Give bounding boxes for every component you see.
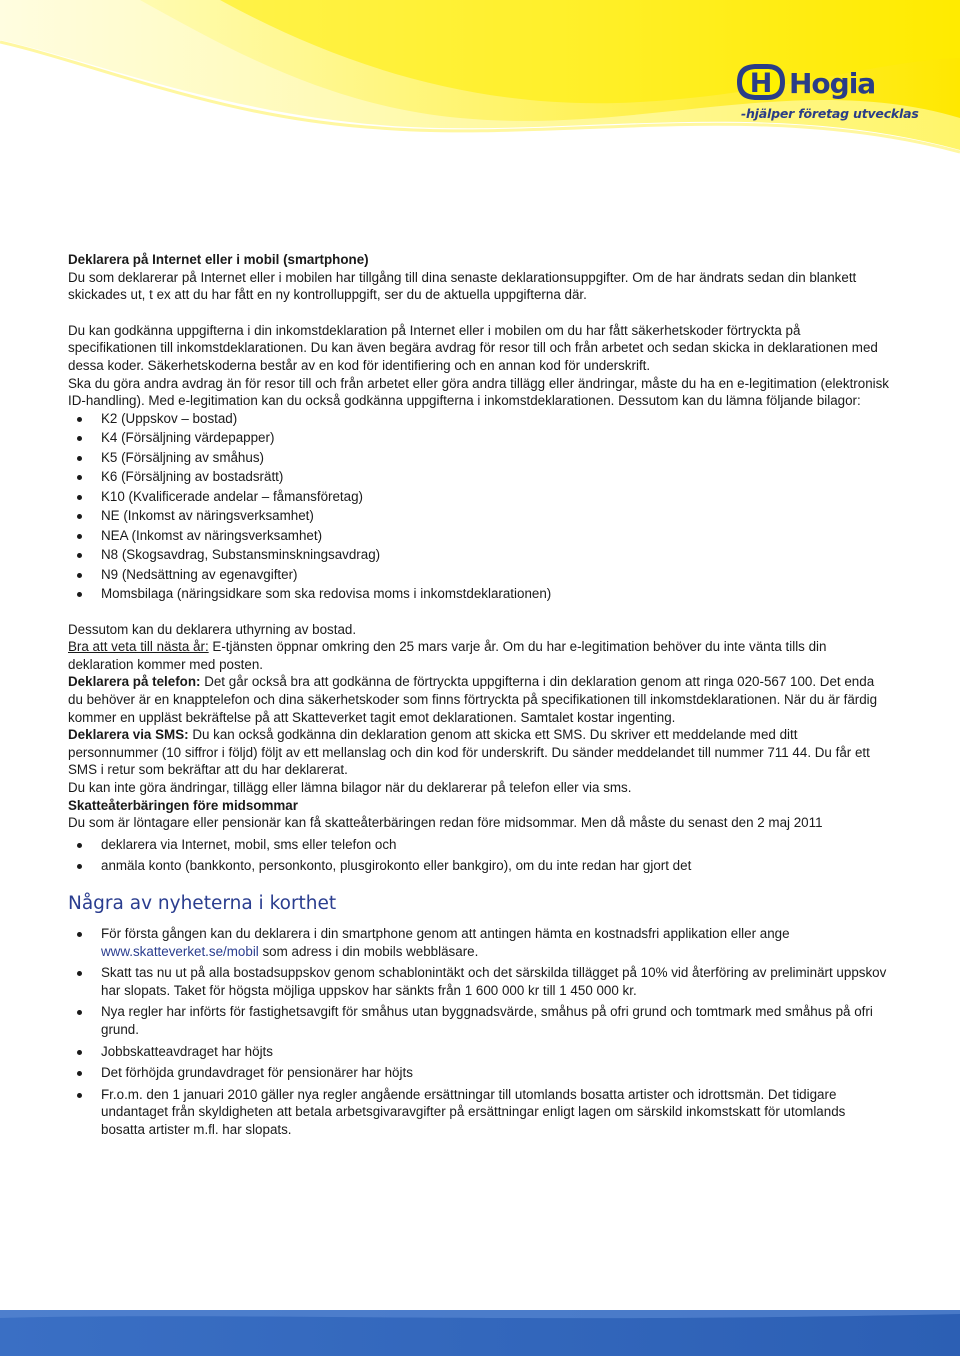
list-item-text: För första gången kan du deklarera i din smartphone genom att antingen hämta en kostnadsfri applikation eller ange [101, 926, 790, 942]
footer-band [0, 1310, 960, 1356]
section-heading: Skatteåterbäringen före midsommar [68, 797, 298, 813]
phone-text: Det går också bra att godkänna de förtryckta uppgifterna i din deklaration genom att ringa 020-567 100. Det enda du behöver är en knapptelefon och dina säkerhetskoder som finns förtryckta på specifikationen till inkomstdeklarationen. När du är färdig kommer en uppläst bekräftelse på att Skatteverket tagit emot deklarationen. Samtalet kostar ingenting. [68, 674, 878, 725]
section-heading: Deklarera på Internet eller i mobil (smartphone) [68, 252, 369, 267]
list-item: Nya regler har införts för fastighetsavgift för småhus utan byggnadsvärde, småhus på ofri grund och tomtmark med småhus på ofri grund. [68, 1003, 890, 1038]
paragraph: Du som är löntagare eller pensionär kan få skatteåterbäringen redan före midsommar. Men då måste du senast den 2 maj 2011 [68, 815, 823, 831]
logo-tagline: -hjälper företag utvecklas [741, 106, 919, 121]
section-refund [68, 797, 890, 875]
list-item: K5 (Försäljning av småhus) [68, 449, 890, 467]
list-item: Momsbilaga (näringsidkare som ska redovisa moms i inkomstdeklarationen) [68, 585, 890, 603]
sms-text: Du kan också godkänna din deklaration genom att skicka ett SMS. Du skriver ett meddelande med ditt personnummer (10 siffror i följd) följt av ett mellanslag och din kod för underskrift. Du sänder meddelandet till nummer 711 44. Du får ett SMS i retur som bekräftar att du har deklarerat. [68, 727, 870, 778]
logo-mark: H [749, 68, 773, 99]
list-item: Jobbskatteavdraget har höjts [68, 1043, 890, 1061]
paragraph-rental: Dessutom kan du deklarera uthyrning av bostad. [68, 621, 357, 637]
paragraph: Du som deklarerar på Internet eller i mobilen har tillgång till dina senaste deklarationsuppgifter. Om de har ändrats sedan din blankett skickades ut, t ex att du har fått en ny kontrolluppgift, ser du de aktuella uppgifterna där. [68, 269, 857, 303]
list-item: K2 (Uppskov – bostad) [68, 410, 890, 428]
list-item: N9 (Nedsättning av egenavgifter) [68, 566, 890, 584]
list-item-text: som adress i din mobils webbläsare. [258, 943, 479, 959]
list-item: NE (Inkomst av näringsverksamhet) [68, 507, 890, 525]
sms-label: Deklarera via SMS: [68, 727, 189, 743]
paragraph-e-legitimation: Ska du göra andra avdrag än för resor till och från arbetet eller göra andra tillägg eller ändringar, måste du ha en e-legitimation (elektronisk ID-handling). Med e-legitimation kan du också godkänna uppgifterna i inkomstdeklarationen. Dessutom kan du lämna följande bilagor: [68, 375, 890, 409]
paragraph-good-to-know [68, 638, 890, 673]
list-item: deklarera via Internet, mobil, sms eller telefon och [68, 836, 890, 854]
skatteverket-link[interactable]: www.skatteverket.se/mobil [101, 943, 259, 959]
paragraph-phone [68, 673, 890, 726]
refund-list [68, 836, 890, 875]
paragraph-security-codes: Du kan godkänna uppgifterna i din inkomstdeklaration på Internet eller i mobilen om du har fått säkerhetskoder förtryckta på specifikationen till inkomstdeklarationen. Du kan även begära avdrag för resor till och från arbetet och sedan skicka in deklarationen med dessa koder. Säkerhetskoderna består av en kod för identifiering och en annan kod för underskrift. [68, 322, 878, 373]
paragraph-sms [68, 726, 890, 779]
list-item: anmäla konto (bankkonto, personkonto, plusgirokonto eller bankgiro), om du inte redan har gjort det [68, 857, 890, 875]
list-item [68, 925, 890, 960]
list-item: N8 (Skogsavdrag, Substansminskningsavdrag) [68, 546, 890, 564]
list-item: NEA (Inkomst av näringsverksamhet) [68, 527, 890, 545]
list-item: K4 (Försäljning värdepapper) [68, 429, 890, 447]
list-item: Skatt tas nu ut på alla bostadsuppskov genom schablonintäkt och det särskilda tillägget på 10% vid återföring av preliminärt uppskov har slopats. Taket för högsta möjliga uppskov har sänkts från 1 600 000 kr till 1 450 000 kr. [68, 964, 890, 999]
logo-wordmark: Hogia [789, 67, 876, 100]
document-body [68, 251, 890, 1157]
list-item: Det förhöjda grundavdraget för pensionärer har höjts [68, 1064, 890, 1082]
news-list [68, 925, 890, 1139]
list-item: K10 (Kvalificerade andelar – fåmansföretag) [68, 488, 890, 506]
good-to-know-text: E-tjänsten öppnar omkring den 25 mars varje år. Om du har e-legitimation behöver du inte vänta tills din deklaration kommer med posten. [68, 639, 827, 672]
list-item: K6 (Försäljning av bostadsrätt) [68, 468, 890, 486]
paragraph-no-changes: Du kan inte göra ändringar, tillägg eller lämna bilagor när du deklarerar på telefon eller via sms. [68, 780, 632, 796]
good-to-know-label: Bra att veta till nästa år: [68, 639, 209, 655]
attachments-list [68, 410, 890, 603]
section-internet [68, 251, 890, 304]
phone-label: Deklarera på telefon: [68, 674, 201, 690]
list-item: Fr.o.m. den 1 januari 2010 gäller nya regler angående ersättningar till utomlands bosatta artister och idrottsmän. Det tidigare undantaget från skyldigheten att betala arbetsgivaravgifter på ersättningar enligt lagen om särskild inkomstskatt för utomlands bosatta artister m.fl. har slopats. [68, 1086, 890, 1139]
news-heading: Några av nyheterna i korthet [68, 893, 337, 915]
